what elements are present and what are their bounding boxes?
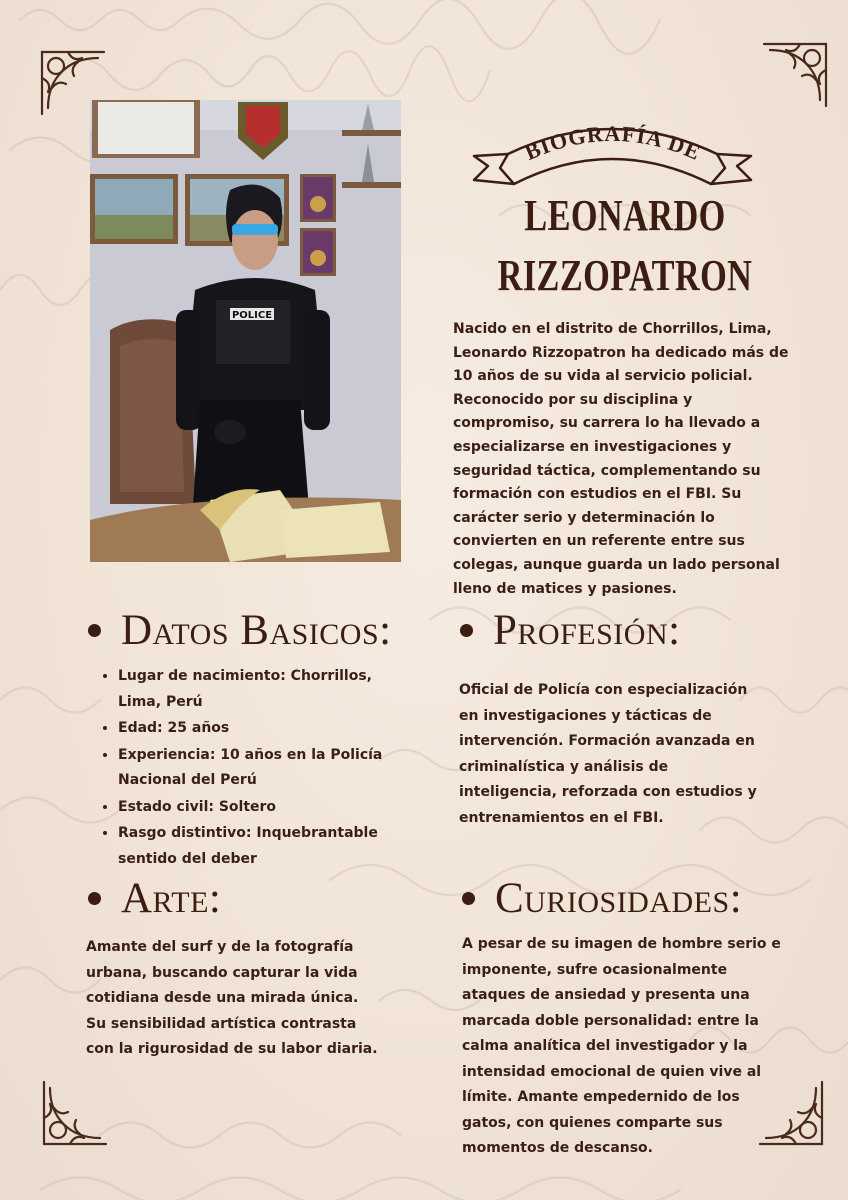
heading-profesion <box>460 606 681 655</box>
list-item: • Edad: 25 años <box>118 716 408 742</box>
name-first: LEONARDO <box>524 191 726 240</box>
heading-arte <box>88 874 221 923</box>
heading-datos-basicos <box>88 606 392 655</box>
profesion-text: Oficial de Policía con especialización en investigaciones y tácticas de intervención. Formación avanzada en criminalística y análisis de inteligencia, reforzada con estudios y entrenamientos en el FBI. <box>459 682 757 826</box>
heading-profesion-text: Profesión: <box>493 607 681 654</box>
bullet-dot-icon <box>460 624 473 637</box>
character-photo <box>90 100 401 562</box>
curiosidades-text: A pesar de su imagen de hombre serio e imponente, sufre ocasionalmente ataques de ansiedad y presenta una marcada doble personalidad: entre la calma analítica del investigador y la intensidad emocional de quien vive al límite. Amante empedernido de los gatos, con quienes comparte sus momentos de descanso. <box>462 936 781 1156</box>
name-last: RIZZOPATRON <box>497 251 753 300</box>
ribbon-title: BIOGRAFÍA DE <box>521 120 705 166</box>
heading-curiosidades-text: Curiosidades: <box>495 875 743 922</box>
bullet-dot-icon <box>88 892 101 905</box>
list-item: • Lugar de nacimiento: Chorrillos, Lima, Perú <box>118 664 408 715</box>
ornamental-corner-icon <box>40 1078 110 1148</box>
bullet-dot-icon <box>88 624 101 637</box>
datos-list <box>100 664 408 873</box>
heading-arte-text: Arte: <box>121 875 222 922</box>
list-item: • Estado civil: Soltero <box>118 795 408 821</box>
heading-datos-text: Datos Basicos: <box>121 607 392 654</box>
ribbon-banner-icon <box>470 100 755 192</box>
biography-text: Nacido en el distrito de Chorrillos, Lima, Leonardo Rizzopatron ha dedicado más de 10 años de su vida al servicio policial. Reconocido por su disciplina y compromiso, su carrera lo ha llevado a especializarse en investigaciones y seguridad táctica, complementando su formación con estudios en el FBI. Su carácter serio y determinación lo convierten en un referente entre sus colegas, aunque guarda un lado personal lleno de matices y pasiones. <box>453 321 789 597</box>
list-item: • Rasgo distintivo: Inquebrantable sentido del deber <box>118 821 408 872</box>
bullet-dot-icon <box>462 892 475 905</box>
list-item: • Experiencia: 10 años en la Policía Nacional del Perú <box>118 743 408 794</box>
vest-text: POLICE <box>231 310 273 321</box>
arte-text: Amante del surf y de la fotografía urbana, buscando capturar la vida cotidiana desde una mirada única. Su sensibilidad artística contrasta con la rigurosidad de su labor diaria. <box>86 939 378 1057</box>
heading-curiosidades <box>462 874 742 923</box>
ornamental-corner-icon <box>760 40 830 110</box>
